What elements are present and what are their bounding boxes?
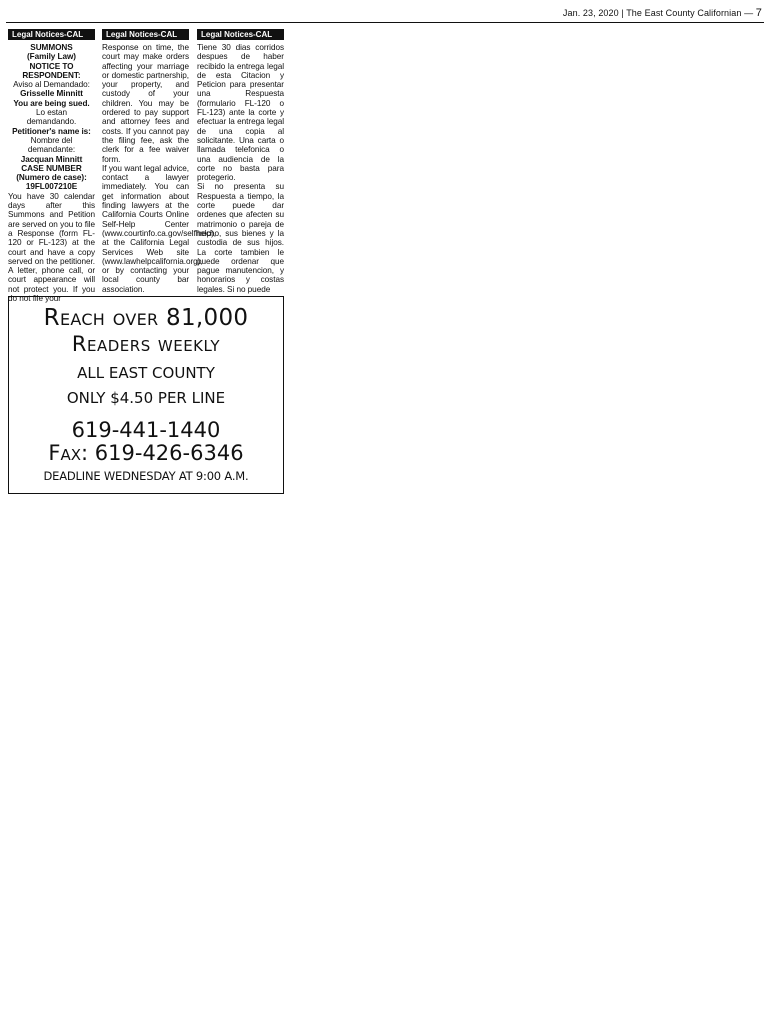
ad-subheadline: Readers weekly	[71, 332, 221, 356]
notice-paragraph: Tiene 30 dias corridos despues de haber recibido la entrega legal de esta Citacion y Peticion para presentar una Respuesta (formulario FL-120 o FL-123) ante la corte y efectuar la entrega legal de una copia al solicitante. Una carta o llamada telefonica o una audiencia de la corte no basta para protegerio.	[197, 43, 284, 183]
column-heading: Legal Notices-CAL	[8, 29, 95, 40]
column-body	[8, 43, 95, 303]
ad-coverage: ALL EAST COUNTY	[77, 364, 215, 382]
ad-phone-number: 619-441-1440	[71, 418, 221, 442]
notice-paragraph: demandando.	[26, 117, 77, 127]
notice-paragraph: CASE NUMBER	[21, 163, 82, 173]
notice-paragraph: demandante:	[27, 145, 76, 155]
notice-paragraph: If you want legal advice, contact a lawyer immediately. You can get information about finding lawyers at the California Courts Online Self-Help Center (www.courtinfo.ca.gov/selfhelp), at the California Legal Services Web site (www.lawhelpcalifornia.org), or by contacting your local county bar association.	[102, 163, 216, 294]
folio	[563, 7, 762, 19]
notice-paragraph: Grisselle Minnitt	[20, 89, 83, 99]
notice-paragraph: You are being sued.	[13, 98, 90, 108]
notice-paragraph: NOTICE TO	[29, 61, 74, 71]
notice-paragraph: 19FL007210E	[25, 182, 78, 192]
page-number: 7	[755, 7, 762, 19]
advertisement-box	[8, 296, 284, 494]
notice-paragraph: Aviso al Demandado:	[13, 80, 90, 90]
legal-notice-column-1	[8, 29, 95, 304]
notice-paragraph: Jacquan Minnitt	[20, 154, 83, 164]
ad-deadline: DEADLINE WEDNESDAY AT 9:00 A.M.	[43, 469, 249, 483]
notice-paragraph: Response on time, the court may make orders affecting your marriage or domestic partnership, your property, and custody of your children. You may be ordered to pay support and attorney fees and costs. If you cannot pay the filing fee, ask the clerk for a fee waiver form.	[102, 43, 189, 164]
notice-paragraph: Nombre del	[30, 135, 73, 145]
folio-text: Jan. 23, 2020 | The East County Californian —	[562, 8, 754, 18]
ad-headline: Reach over 81,000	[43, 305, 249, 331]
column-body	[102, 43, 216, 294]
notice-paragraph: Lo estan	[35, 108, 67, 118]
notice-paragraph: You have 30 calendar days after this Summons and Petition are served on you to file a Response (form FL-120 or FL-123) at the court and have a copy served on the petitioner. A letter, phone call, or court appearance will not protect you. If you do not file your	[8, 191, 95, 304]
column-heading: Legal Notices-CAL	[102, 29, 189, 40]
legal-notice-column-2	[102, 29, 216, 294]
ad-fax-number: Fax: 619-426-6346	[48, 441, 244, 465]
legal-notice-column-3	[197, 29, 284, 294]
notice-paragraph: (Family Law)	[27, 52, 76, 62]
notice-paragraph: (Numero de case):	[16, 173, 87, 183]
page-header	[6, 6, 764, 23]
notice-paragraph: Si no presenta su Respuesta a tiempo, la corte puede dar ordenes que afecten su matrimonio o pareja de hecho, sus bienes y la custodia de sus hijos. La corte tambien le puede ordenar que pague manutencion, y honorarios y costas legales. Si no puede	[197, 182, 284, 294]
column-body	[197, 43, 284, 294]
notice-paragraph: RESPONDENT:	[22, 70, 81, 80]
ad-price: ONLY $4.50 PER LINE	[66, 389, 226, 407]
notice-paragraph: SUMMONS	[30, 43, 73, 52]
column-heading: Legal Notices-CAL	[197, 29, 284, 40]
notice-paragraph: Petitioner's name is:	[12, 126, 91, 136]
